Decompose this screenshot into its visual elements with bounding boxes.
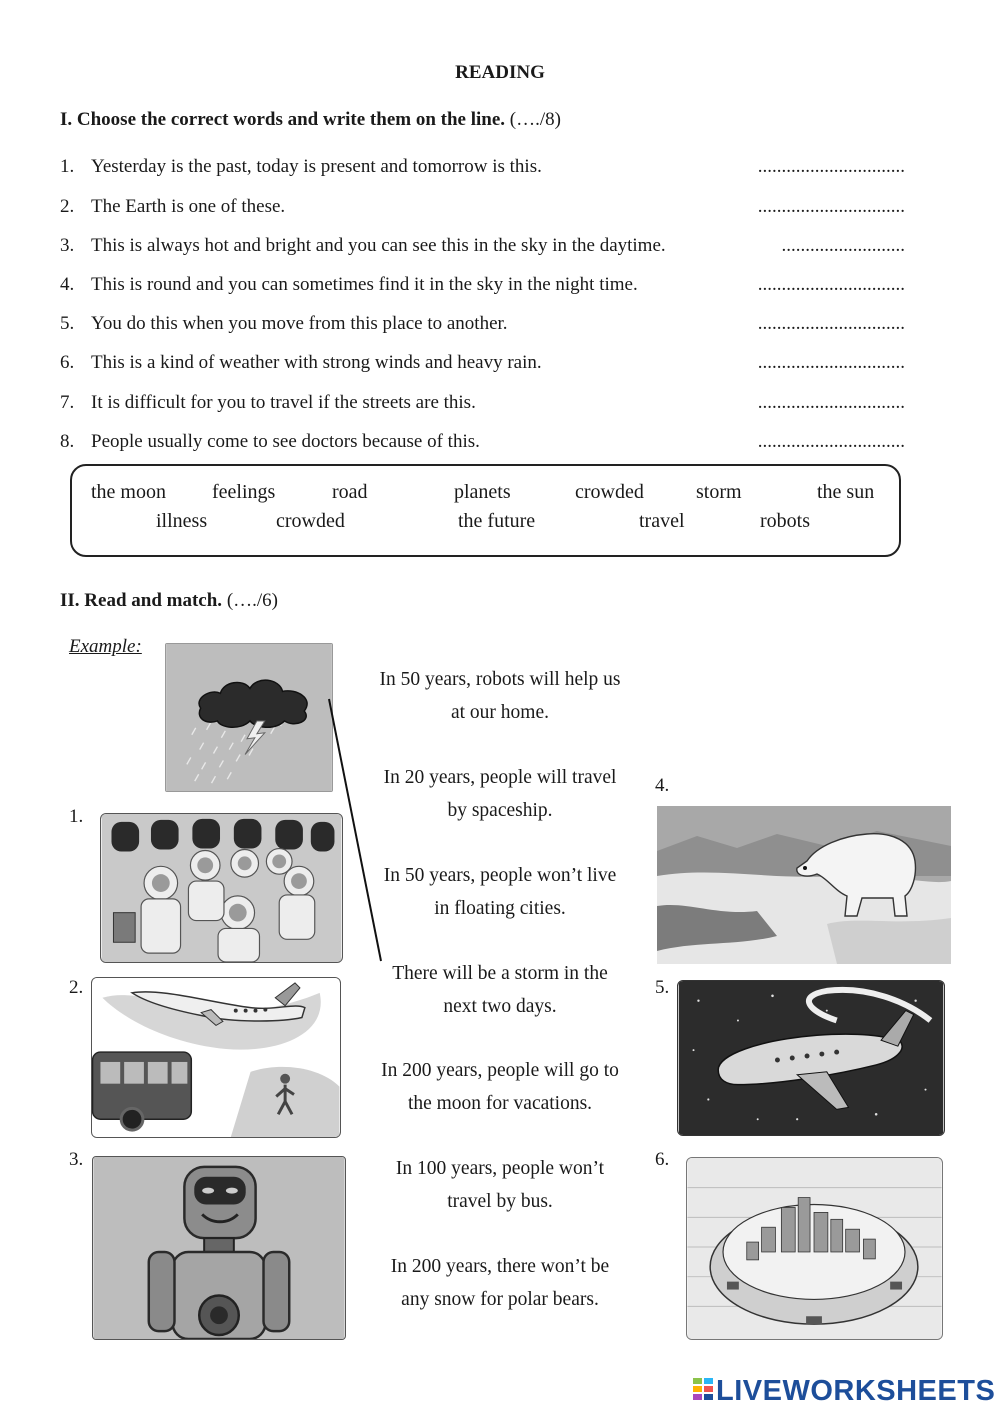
picture-label-2: 2. xyxy=(69,977,84,998)
sentence-line: at our home. xyxy=(450,702,549,723)
space-plane-image[interactable] xyxy=(677,980,945,1136)
question-text: It is difficult for you to travel if the streets are this. xyxy=(91,392,476,413)
word-bank-item: crowded xyxy=(575,481,644,503)
picture-label-3: 3. xyxy=(69,1149,84,1170)
sentence-line: by spaceship. xyxy=(447,800,553,821)
question-text: Yesterday is the past, today is present and tomorrow is this. xyxy=(91,156,542,177)
floating-city-icon xyxy=(687,1158,942,1339)
sentence-line: In 200 years, there won’t be xyxy=(390,1256,610,1277)
sentence-line: in floating cities. xyxy=(434,898,566,919)
liveworksheets-logo-text: LIVEWORKSHEETS xyxy=(716,1375,996,1407)
word-bank-item: the sun xyxy=(817,481,875,503)
polar-bear-image[interactable] xyxy=(657,806,951,964)
example-label: Example: xyxy=(69,636,142,657)
sentence-line: In 50 years, people won’t live xyxy=(383,865,617,886)
answer-blank-6[interactable]: ............................... xyxy=(757,352,905,373)
answer-blank-8[interactable]: ............................... xyxy=(757,431,905,452)
word-bank-item: road xyxy=(332,481,368,503)
answer-blank-1[interactable]: ............................... xyxy=(757,156,905,177)
match-sentence-7[interactable] xyxy=(355,1250,645,1316)
word-bank-item: crowded xyxy=(276,510,345,532)
question-8 xyxy=(60,431,905,457)
word-bank-item: storm xyxy=(696,481,742,503)
question-5 xyxy=(60,313,905,339)
question-number: 8. xyxy=(60,431,75,452)
answer-blank-2[interactable]: ............................... xyxy=(757,196,905,217)
picture-label-4: 4. xyxy=(655,775,670,796)
picture-label-6: 6. xyxy=(655,1149,670,1170)
part1-heading-text: I. Choose the correct words and write them on the line. xyxy=(60,109,506,130)
sentence-line: In 20 years, people will travel xyxy=(383,767,617,788)
answer-blank-5[interactable]: ............................... xyxy=(757,313,905,334)
question-text: This is always hot and bright and you can see this in the sky in the daytime. xyxy=(91,235,666,256)
sentence-line: In 100 years, people won’t xyxy=(395,1158,605,1179)
answer-blank-7[interactable]: ............................... xyxy=(757,392,905,413)
word-bank-item: robots xyxy=(760,510,810,532)
question-number: 6. xyxy=(60,352,75,373)
part2-heading xyxy=(60,590,278,612)
question-3 xyxy=(60,235,905,261)
sentence-line: next two days. xyxy=(443,996,557,1017)
question-text: People usually come to see doctors because of this. xyxy=(91,431,480,452)
liveworksheets-logo xyxy=(693,1375,995,1407)
question-2 xyxy=(60,196,905,222)
word-bank-item: the moon xyxy=(91,481,166,503)
plane-and-bus-image[interactable] xyxy=(91,977,341,1138)
polar-bear-icon xyxy=(657,806,951,964)
word-bank xyxy=(70,464,901,557)
sentence-line: the moon for vacations. xyxy=(407,1093,593,1114)
part1-score: (…./8) xyxy=(509,109,561,130)
word-bank-item: illness xyxy=(156,510,208,532)
question-text: This is round and you can sometimes find it in the sky in the night time. xyxy=(91,274,638,295)
picture-label-1: 1. xyxy=(69,806,84,827)
word-bank-item: feelings xyxy=(212,481,276,503)
sentence-line: any snow for polar bears. xyxy=(401,1289,599,1310)
sentence-line: In 50 years, robots will help us xyxy=(379,669,621,690)
astronauts-icon xyxy=(101,814,342,962)
storm-cloud-icon xyxy=(166,644,332,791)
astronauts-in-spaceship-image[interactable] xyxy=(100,813,343,963)
word-bank-item: the future xyxy=(458,510,536,532)
page-title: READING xyxy=(455,62,545,83)
part2-heading-text: II. Read and match. xyxy=(60,590,223,611)
match-sentence-3[interactable] xyxy=(355,859,645,925)
question-7 xyxy=(60,392,905,418)
picture-label-5: 5. xyxy=(655,977,670,998)
part1-heading xyxy=(60,109,561,131)
word-bank-item: travel xyxy=(639,510,685,532)
sentence-line: There will be a storm in the xyxy=(392,963,608,984)
part2-score: (…./6) xyxy=(226,590,278,611)
question-text: You do this when you move from this place to another. xyxy=(91,313,508,334)
question-number: 4. xyxy=(60,274,75,295)
robot-image[interactable] xyxy=(92,1156,346,1340)
question-1 xyxy=(60,156,905,182)
plane-bus-icon xyxy=(92,978,340,1137)
question-number: 7. xyxy=(60,392,75,413)
floating-city-image[interactable] xyxy=(686,1157,943,1340)
question-number: 5. xyxy=(60,313,75,334)
question-number: 3. xyxy=(60,235,75,256)
word-bank-item: planets xyxy=(454,481,511,503)
question-number: 2. xyxy=(60,196,75,217)
sentence-line: In 200 years, people will go to xyxy=(381,1060,619,1081)
space-plane-icon xyxy=(678,981,944,1135)
answer-blank-4[interactable]: ............................... xyxy=(757,274,905,295)
question-number: 1. xyxy=(60,156,75,177)
match-sentence-2[interactable] xyxy=(355,761,645,827)
match-sentence-6[interactable] xyxy=(355,1152,645,1218)
question-4 xyxy=(60,274,905,300)
answer-blank-3[interactable]: .......................... xyxy=(781,235,905,256)
match-sentence-5[interactable] xyxy=(355,1054,645,1120)
question-6 xyxy=(60,352,905,378)
sentence-line: travel by bus. xyxy=(447,1191,553,1212)
question-text: This is a kind of weather with strong winds and heavy rain. xyxy=(91,352,542,373)
liveworksheets-logo-icon xyxy=(693,1378,713,1400)
match-sentence-1[interactable] xyxy=(355,663,645,729)
match-sentence-4[interactable] xyxy=(355,957,645,1023)
question-text: The Earth is one of these. xyxy=(91,196,286,217)
robot-icon xyxy=(93,1157,345,1339)
storm-cloud-image[interactable] xyxy=(165,643,333,792)
